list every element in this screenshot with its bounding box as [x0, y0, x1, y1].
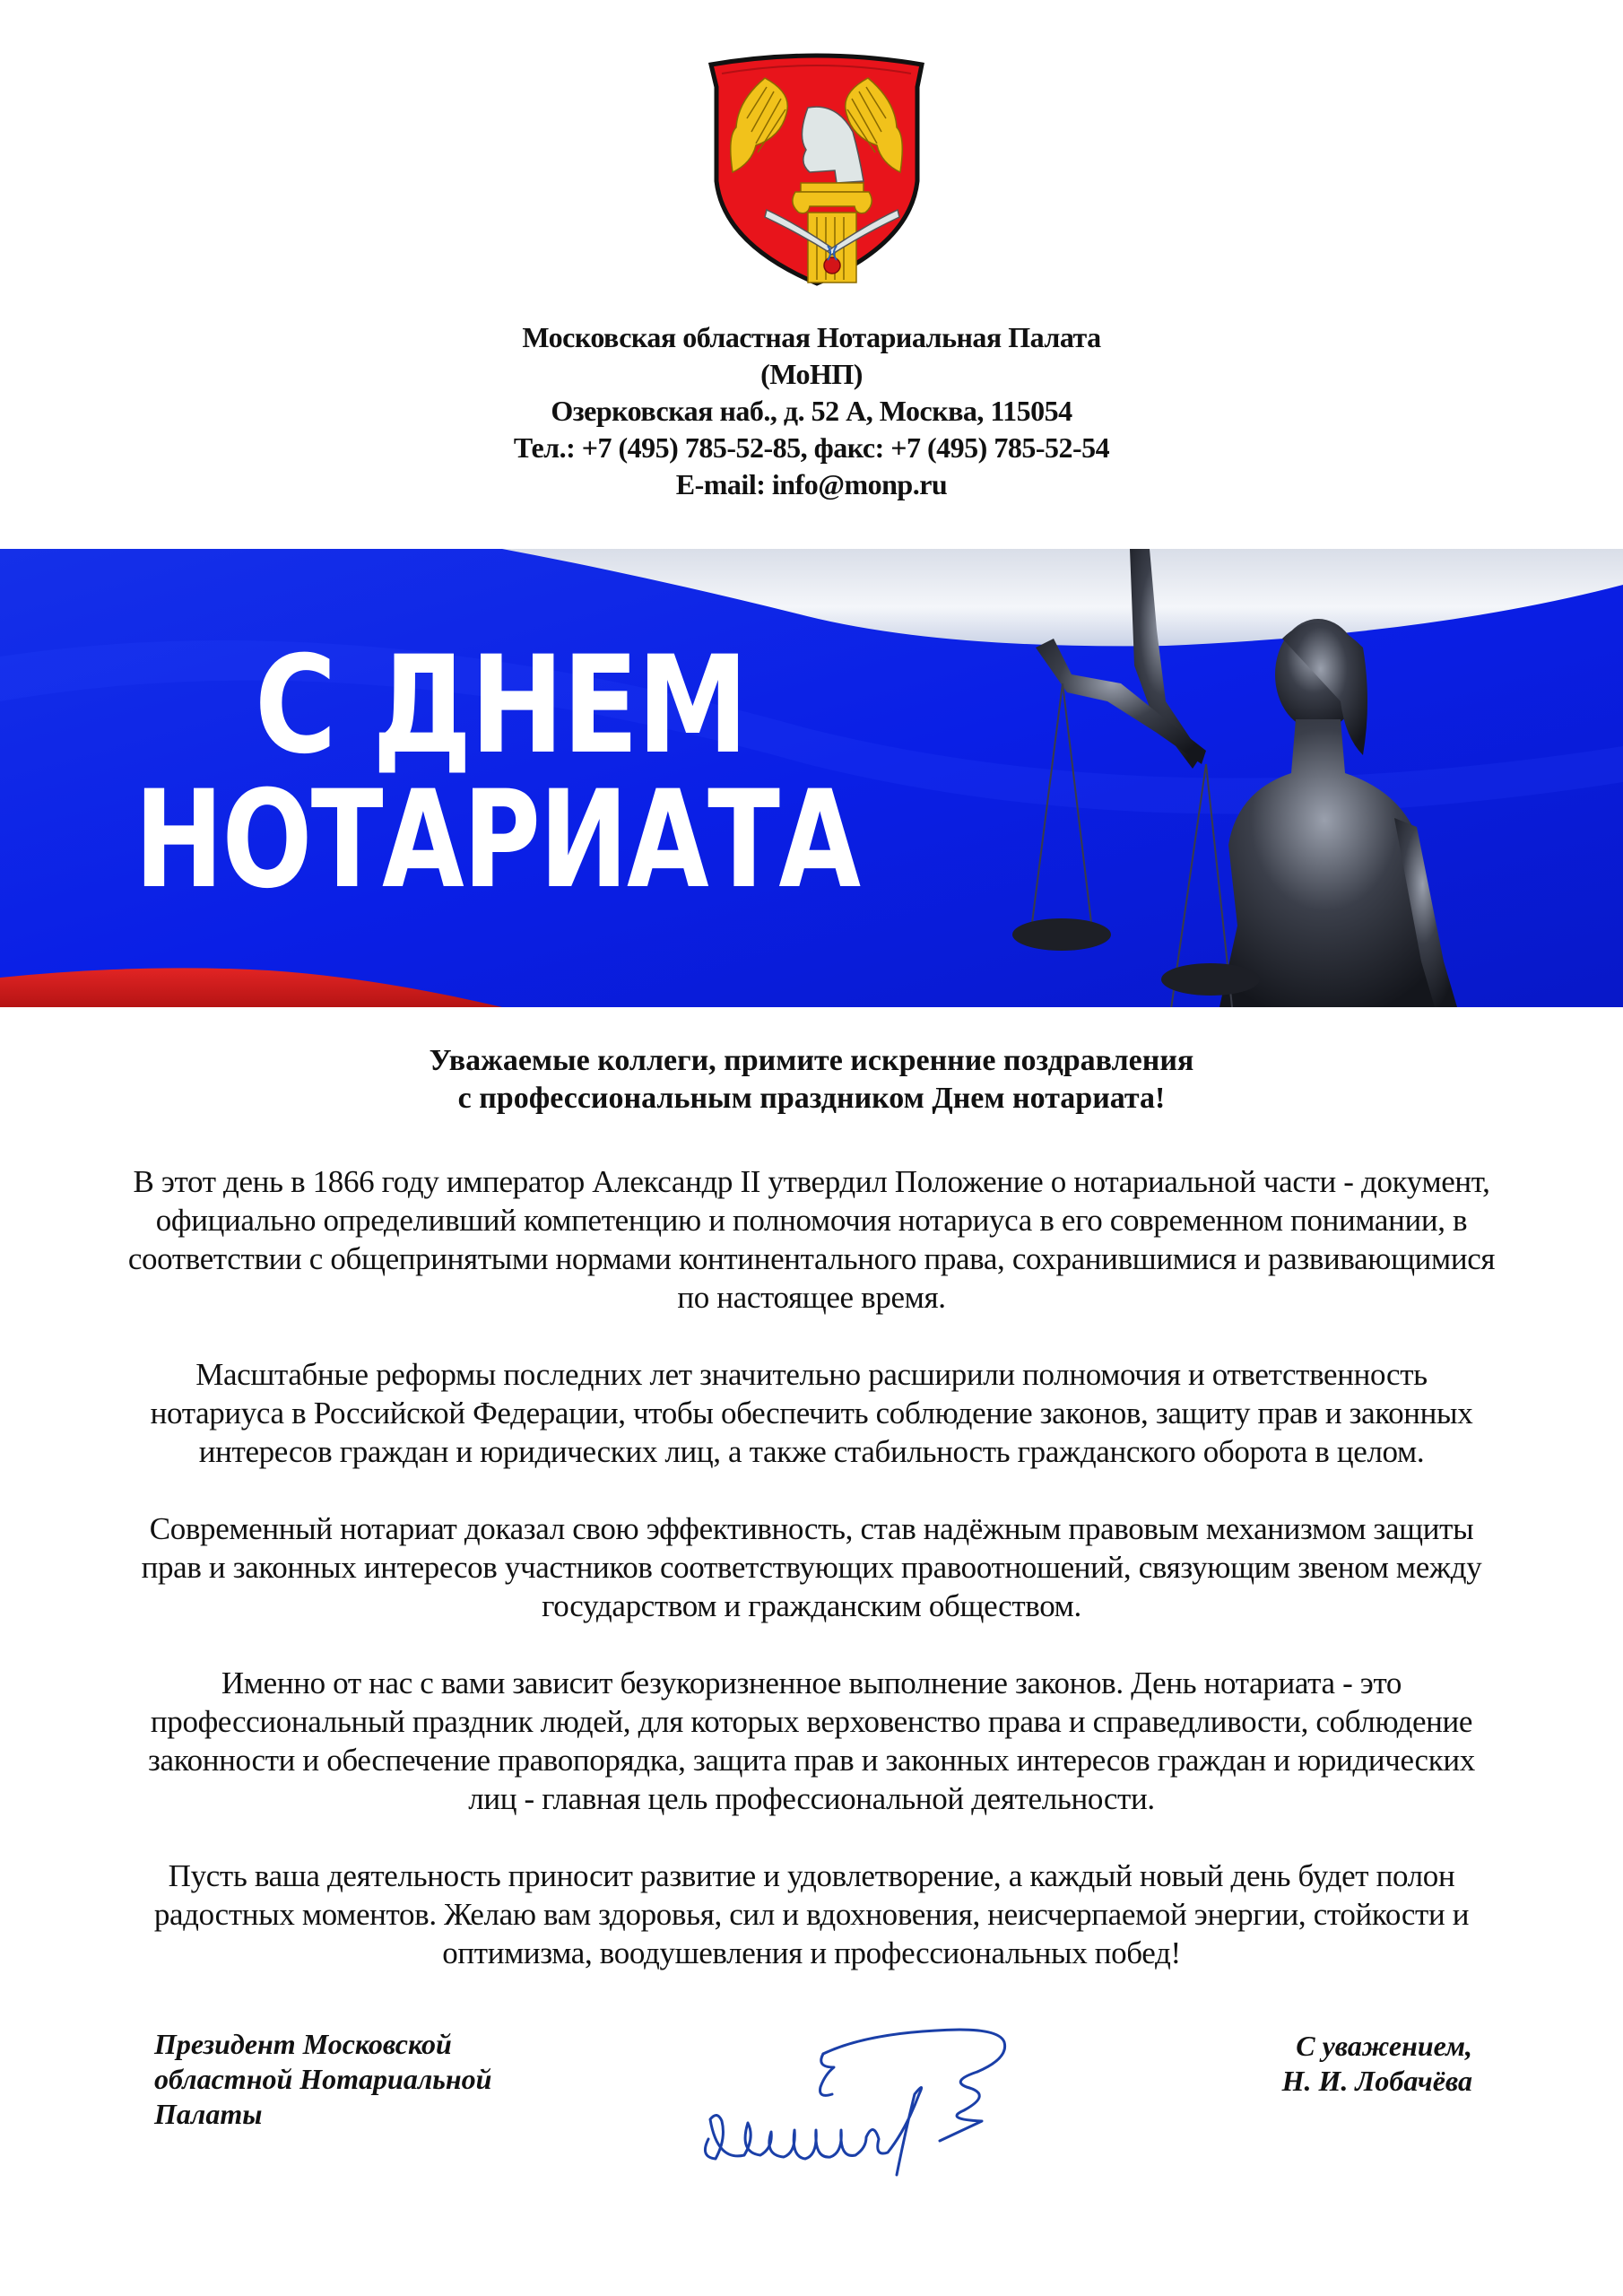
text-line: профессиональный праздник людей, для которых верховенство права и справедливости, соблюдение — [150, 1704, 1473, 1739]
signatory-position — [154, 2027, 491, 2132]
text-line: официально определивший компетенцию и полномочия нотариуса в его современном понимании, в — [155, 1203, 1468, 1238]
banner-title-line-1: С ДНЕМ — [255, 628, 747, 784]
text-line: интересов граждан и юридических лиц, а также стабильность гражданского оборота в целом. — [198, 1434, 1425, 1469]
shield-icon — [702, 47, 931, 287]
greeting-line-2: с профессиональным праздником Днем нотариата! — [457, 1082, 1166, 1115]
scale-pan-left — [1012, 918, 1111, 951]
greeting-line-1: Уважаемые коллеги, примите искренние поздравления — [429, 1044, 1194, 1077]
text-line: Пусть ваша деятельность приносит развитие и удовлетворение, а каждый новый день будет полон — [168, 1858, 1455, 1893]
position-line: областной Нотариальной — [154, 2063, 492, 2095]
banner-title-line-2: НОТАРИАТА — [135, 762, 860, 918]
text-line: В этот день в 1866 году император Александр II утвердил Положение о нотариальной части - документ, — [133, 1164, 1490, 1199]
position-line: Палаты — [154, 2098, 263, 2130]
notary-day-banner — [0, 549, 1623, 1007]
regards-text: С уважением, — [1296, 2030, 1472, 2062]
organization-header — [0, 319, 1623, 503]
paragraph-effectiveness — [0, 1509, 1623, 1625]
banner-title — [0, 549, 973, 1007]
wax-seal-icon — [824, 257, 840, 274]
handwritten-signature — [690, 2005, 1013, 2184]
text-line: нотариуса в Российской Федерации, чтобы обеспечить соблюдение законов, защиту прав и законных — [150, 1396, 1473, 1431]
scale-pan-right — [1161, 963, 1260, 996]
organization-address: Озерковская наб., д. 52 А, Москва, 115054 — [551, 395, 1072, 427]
paragraph-history — [0, 1162, 1623, 1317]
text-line: Современный нотариат доказал свою эффективность, став надёжным правовым механизмом защиты — [149, 1511, 1474, 1546]
text-line: законности и обеспечение правопорядка, защита прав и законных интересов граждан и юридических — [148, 1743, 1475, 1778]
organization-email: E-mail: info@monp.ru — [675, 468, 948, 500]
organization-name: Московская областная Нотариальная Палата — [522, 321, 1101, 353]
text-line: по настоящее время. — [677, 1280, 946, 1315]
signatory-name: Н. И. Лобачёва — [1281, 2065, 1472, 2097]
text-line: Именно от нас с вами зависит безукоризненное выполнение законов. День нотариата - это — [221, 1665, 1402, 1700]
greeting-heading — [0, 1042, 1623, 1118]
organization-phone-fax: Тел.: +7 (495) 785-52-85, факс: +7 (495) 785-52-54 — [513, 431, 1110, 464]
coat-of-arms-emblem — [702, 47, 931, 287]
text-line: прав и законных интересов участников соответствующих правоотношений, связующим звеном между — [141, 1550, 1482, 1585]
text-line: оптимизма, воодушевления и профессиональных побед! — [442, 1935, 1181, 1970]
paragraph-wishes — [0, 1857, 1623, 1972]
letter-body — [0, 1162, 1623, 2011]
text-line: государством и гражданским обществом. — [542, 1588, 1081, 1623]
paragraph-mission — [0, 1664, 1623, 1818]
organization-abbreviation: (МоНП) — [760, 358, 863, 390]
text-line: Масштабные реформы последних лет значительно расширили полномочия и ответственность — [195, 1357, 1428, 1392]
position-line: Президент Московской — [154, 2028, 452, 2060]
paragraph-reforms — [0, 1355, 1623, 1471]
text-line: соответствии с общепринятыми нормами континентального права, сохранившимися и развивающимися — [127, 1241, 1496, 1276]
signatory-name-block — [1282, 2029, 1472, 2099]
text-line: радостных моментов. Желаю вам здоровья, сил и вдохновения, неисчерпаемой энергии, стойкости и — [153, 1897, 1470, 1932]
text-line: лиц - главная цель профессиональной деятельности. — [468, 1781, 1155, 1816]
